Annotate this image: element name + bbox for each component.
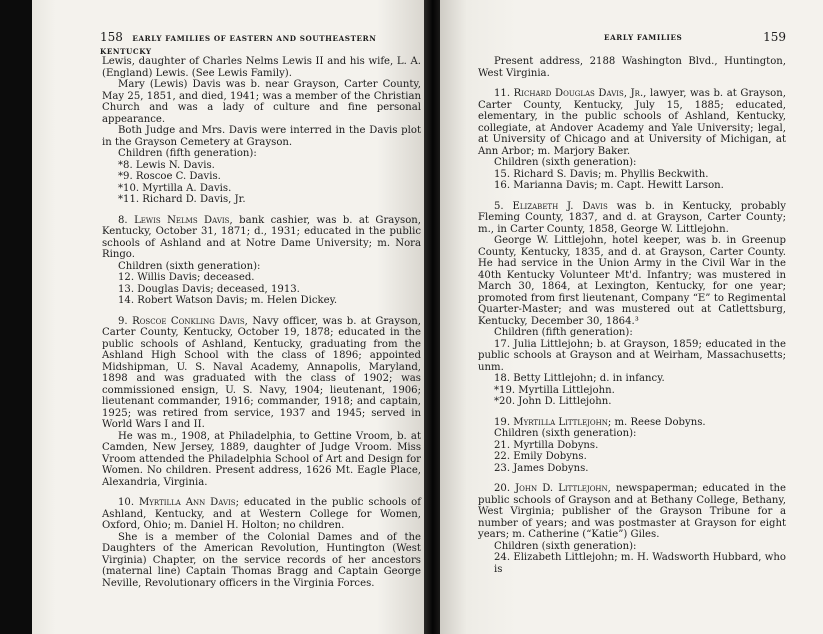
child-list-line: 24. Elizabeth Littlejohn; m. H. Wadsworth Hubbard, who is <box>494 552 786 575</box>
child-list-line: *19. Myrtilla Littlejohn. <box>494 384 615 396</box>
entry-text: m. Reese Dobyns. <box>614 416 706 428</box>
child-list-line: *20. John D. Littlejohn. <box>494 396 612 407</box>
child-list-line: 14. Robert Watson Davis; m. Helen Dickey. <box>118 295 338 306</box>
body-paragraph: Both Judge and Mrs. Davis were interred in the Davis plot in the Grayson Cemetery at Grayson. <box>102 125 421 148</box>
entry-text: Navy officer, was b. at Grayson, Carter County, Kentucky, October 19, 1878; educated in the public schools of Ashland, Kentucky, graduating from the Ashland High School with the class of 1896; appointed Midshipman, U. S. Naval Academy, Annapolis, Maryland, 1898 and was graduated with the class of 1902; was commissioned ensign, U. S. Navy, 1904; lieutenant, 1906; lieutenant commander, 1916; commander, 1918; and captain, 1925; was retired from service, 1937 and 1945; served in World Wars I and II. <box>102 315 421 430</box>
left-page <box>32 0 424 634</box>
child-list-line: 21. Myrtilla Dobyns. <box>494 439 599 451</box>
child-list-line: 18. Betty Littlejohn; d. in infancy. <box>494 373 665 384</box>
genealogy-entry <box>102 316 421 431</box>
entry-text: lawyer, was b. at Grayson, Carter County, Kentucky, July 15, 1885; educated, elementary, in the public schools of Ashland, Kentucky, collegiate, at Andover Academy and Yale University; legal, at University of Chicago and at University of Michigan, at Ann Arbor; m. Marjory Baker. <box>478 88 786 157</box>
child-list-line: 23. James Dobyns. <box>494 462 589 474</box>
book-gutter <box>424 0 440 634</box>
left-page-header <box>100 30 420 56</box>
right-page <box>440 0 823 634</box>
right-page-body <box>478 56 786 575</box>
body-paragraph: Mary (Lewis) Davis was b. near Grayson, Carter County, May 25, 1851, and died, 1941; was a member of the Christian Church and was a lady of culture and fine personal appearance. <box>102 79 421 125</box>
genealogy-entry <box>478 201 786 236</box>
entry-number: 9. <box>118 315 128 327</box>
entry-person-name: Lewis Nelms Davis, <box>134 214 233 226</box>
body-paragraph: 17. Julia Littlejohn; b. at Grayson, 1859; educated in the public schools at Grayson and at Weirham, Massachusetts; unm. <box>478 338 786 373</box>
child-list-line: Children (sixth generation): <box>494 157 637 168</box>
body-paragraph: Lewis, daughter of Charles Nelms Lewis II and his wife, L. A. (England) Lewis. (See Lewis Family). <box>102 56 421 79</box>
section-spacer <box>478 192 786 201</box>
child-list-line: Children (sixth generation): <box>118 260 261 272</box>
section-spacer <box>478 408 786 417</box>
child-list-line: Children (fifth generation): <box>118 148 257 159</box>
left-page-number: 158 <box>100 30 123 44</box>
genealogy-entry <box>478 483 786 541</box>
child-list-line: 15. Richard S. Davis; m. Phyllis Beckwith. <box>494 168 709 180</box>
child-list-line: Children (fifth generation): <box>494 327 633 338</box>
entry-number: 20. <box>494 483 511 494</box>
child-list-line: 13. Douglas Davis; deceased, 1913. <box>118 283 300 295</box>
left-page-body <box>102 56 421 589</box>
section-spacer <box>102 488 421 497</box>
child-list-line: 16. Marianna Davis; m. Capt. Hewitt Larson. <box>494 180 724 191</box>
right-page-number: 159 <box>763 30 786 44</box>
right-running-head: EARLY FAMILIES <box>604 33 683 42</box>
section-spacer <box>478 79 786 88</box>
section-spacer <box>102 307 421 316</box>
body-paragraph: She is a member of the Colonial Dames and of the Daughters of the American Revolution, Huntington (West Virginia) Chapter, on the service records of her ancestors (maternal line) Captain Thomas Bragg and Captain George Neville, Revolutionary officers in the Virginia Forces. <box>102 531 421 589</box>
entry-person-name: Richard Douglas Davis, Jr., <box>513 88 647 99</box>
entry-text: educated in the public schools of Ashland, Kentucky, and at Western College for Women, Oxford, Ohio; m. Daniel H. Holton; no children. <box>102 497 421 531</box>
child-list-line: *11. Richard D. Davis, Jr. <box>118 194 246 205</box>
section-spacer <box>478 474 786 483</box>
left-running-head: EARLY FAMILIES OF EASTERN AND SOUTHEASTERN KENTUCKY <box>100 34 377 56</box>
child-list-line: 12. Willis Davis; deceased. <box>118 272 255 283</box>
genealogy-entry <box>478 88 786 157</box>
genealogy-entry <box>102 497 421 532</box>
entry-text: bank cashier, was b. at Grayson, Kentucky, October 31, 1871; d., 1931; educated in the public schools of Ashland and at Notre Dame University; m. Nora Ringo. <box>102 214 421 260</box>
entry-person-name: Myrtilla Littlejohn; <box>513 416 612 428</box>
entry-number: 19. <box>494 416 511 428</box>
child-list-line: 22. Emily Dobyns. <box>494 451 587 462</box>
right-page-header <box>480 30 786 46</box>
entry-person-name: Roscoe Conkling Davis, <box>132 315 248 327</box>
child-list-line: *8. Lewis N. Davis. <box>118 159 215 171</box>
body-paragraph: George W. Littlejohn, hotel keeper, was b. in Greenup County, Kentucky, 1835, and d. at Grayson, Carter County. He had service in the Union Army in the Civil War in the 40th Kentucky Volunteer Mt'd. Infantry; was mustered in March 30, 1864, at Lexington, Kentucky, for one year; promoted from first lieutenant, Company “E” to Regimental Quarter-Master; and was mustered out at Catlettsburg, Kentucky, December 30, 1864.³ <box>478 235 786 327</box>
child-list-line: *10. Myrtilla A. Davis. <box>118 182 232 194</box>
section-spacer <box>102 206 421 215</box>
entry-person-name: Elizabeth J. Davis <box>512 200 608 212</box>
child-list-line: Children (sixth generation): <box>494 428 637 439</box>
entry-text: newspaperman; educated in the public schools of Grayson and at Bethany College, Bethany, West Virginia; publisher of the Grayson Tribune for a number of years; and was postmaster at Grayson for eight years; m. Catherine (“Katie”) Giles. <box>478 483 786 540</box>
body-paragraph: Present address, 2188 Washington Blvd., Huntington, West Virginia. <box>478 56 786 79</box>
entry-number: 8. <box>118 214 128 226</box>
entry-person-name: Myrtilla Ann Davis; <box>138 497 240 508</box>
entry-number: 10. <box>118 497 135 508</box>
body-paragraph: He was m., 1908, at Philadelphia, to Gettine Vroom, b. at Camden, New Jersey, 1889, daughter of Judge Vroom. Miss Vroom attended the Philadelphia School of Art and Design for Women. No children. Present address, 1626 Mt. Eagle Place, Alexandria, Virginia. <box>102 430 421 488</box>
child-list-line: *9. Roscoe C. Davis. <box>118 171 221 182</box>
child-list-line: Children (sixth generation): <box>494 540 637 552</box>
genealogy-entry <box>102 215 421 261</box>
genealogy-entry <box>478 417 786 429</box>
entry-person-name: John D. Littlejohn, <box>515 483 611 494</box>
entry-number: 11. <box>494 88 511 99</box>
entry-text: was b. in Kentucky, probably Fleming County, 1837, and d. at Grayson, Carter County; m., in Carter County, 1858, George W. Littlejohn. <box>478 200 786 235</box>
entry-number: 5. <box>494 200 504 212</box>
